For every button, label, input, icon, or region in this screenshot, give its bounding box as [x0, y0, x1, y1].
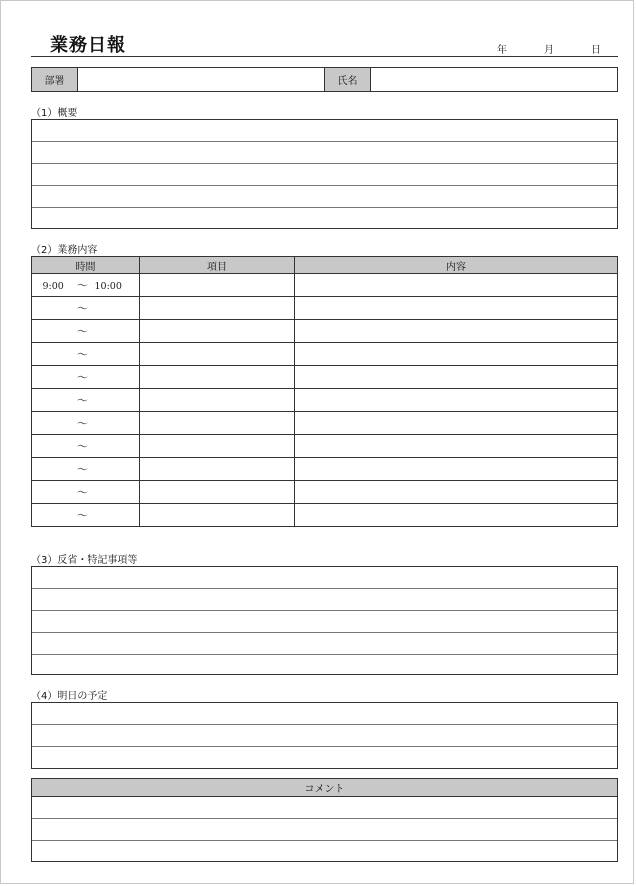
time-cell[interactable]: [32, 435, 140, 458]
content-cell[interactable]: [295, 481, 618, 504]
item-cell[interactable]: [140, 366, 295, 389]
content-column-header: 内容: [295, 257, 618, 274]
range-separator: ～: [77, 440, 88, 453]
comment-box: [31, 778, 618, 862]
range-separator: ～: [77, 348, 88, 361]
info-row: [31, 67, 618, 92]
item-cell[interactable]: [140, 435, 295, 458]
item-cell[interactable]: [140, 458, 295, 481]
time-cell[interactable]: [32, 458, 140, 481]
schedule-row: [32, 389, 618, 412]
name-field[interactable]: [371, 68, 617, 91]
item-cell[interactable]: [140, 320, 295, 343]
time-cell[interactable]: [32, 343, 140, 366]
content-cell[interactable]: [295, 343, 618, 366]
reflection-line[interactable]: [32, 655, 617, 674]
reflection-line[interactable]: [32, 611, 617, 633]
content-cell[interactable]: [295, 504, 618, 527]
content-cell[interactable]: [295, 274, 618, 297]
content-cell[interactable]: [295, 389, 618, 412]
schedule-row: [32, 435, 618, 458]
range-separator: ～: [77, 325, 88, 338]
name-label: 氏名: [325, 68, 371, 91]
reflection-box[interactable]: [31, 566, 618, 675]
tomorrow-line[interactable]: [32, 725, 617, 747]
reflection-line[interactable]: [32, 633, 617, 655]
schedule-row: [32, 320, 618, 343]
dept-label: 部署: [32, 68, 78, 91]
content-cell[interactable]: [295, 366, 618, 389]
start-time: 9:00: [42, 281, 64, 292]
time-cell[interactable]: [32, 366, 140, 389]
reflection-line[interactable]: [32, 589, 617, 611]
time-cell[interactable]: [32, 297, 140, 320]
item-cell[interactable]: [140, 412, 295, 435]
overview-box[interactable]: [31, 119, 618, 229]
range-separator: ～: [77, 394, 88, 407]
time-cell[interactable]: [32, 389, 140, 412]
time-column-header: 時間: [32, 257, 140, 274]
schedule-header-row: [32, 257, 618, 274]
content-cell[interactable]: [295, 297, 618, 320]
reflection-line[interactable]: [32, 567, 617, 589]
overview-line[interactable]: [32, 208, 617, 228]
year-label: 年: [497, 45, 507, 56]
range-separator: ～: [77, 371, 88, 384]
item-cell[interactable]: [140, 504, 295, 527]
item-column-header: 項目: [140, 257, 295, 274]
tomorrow-line[interactable]: [32, 703, 617, 725]
time-cell[interactable]: [32, 320, 140, 343]
range-separator: ～: [77, 509, 88, 522]
time-cell[interactable]: [32, 412, 140, 435]
tomorrow-heading: （4）明日の予定: [31, 691, 108, 702]
schedule-row: [32, 504, 618, 527]
item-cell[interactable]: [140, 343, 295, 366]
range-separator: ～: [77, 486, 88, 499]
item-cell[interactable]: [140, 389, 295, 412]
content-cell[interactable]: [295, 412, 618, 435]
overview-line[interactable]: [32, 164, 617, 186]
comment-line[interactable]: [32, 819, 617, 841]
range-separator: ～: [77, 302, 88, 315]
title-underline: [31, 56, 618, 57]
item-cell[interactable]: [140, 297, 295, 320]
schedule-row: [32, 343, 618, 366]
schedule-row: [32, 481, 618, 504]
tomorrow-line[interactable]: [32, 747, 617, 768]
time-cell[interactable]: [32, 274, 140, 297]
time-cell[interactable]: [32, 504, 140, 527]
day-label: 日: [591, 45, 601, 56]
end-time: 10:00: [94, 281, 122, 292]
content-cell[interactable]: [295, 458, 618, 481]
schedule-row: [32, 274, 618, 297]
schedule-row: [32, 297, 618, 320]
range-separator: ～: [77, 279, 88, 292]
overview-line[interactable]: [32, 186, 617, 208]
schedule-row: [32, 412, 618, 435]
overview-line[interactable]: [32, 142, 617, 164]
schedule-table: [31, 256, 618, 527]
tomorrow-box[interactable]: [31, 702, 618, 769]
range-separator: ～: [77, 417, 88, 430]
overview-line[interactable]: [32, 120, 617, 142]
schedule-row: [32, 366, 618, 389]
page-title: 業務日報: [50, 35, 126, 56]
work-heading: （2）業務内容: [31, 245, 98, 256]
comment-line[interactable]: [32, 841, 617, 861]
dept-field[interactable]: [78, 68, 325, 91]
comment-header: コメント: [32, 779, 617, 797]
reflection-heading: （3）反省・特記事項等: [31, 555, 138, 566]
overview-heading: （1）概要: [31, 108, 78, 119]
item-cell[interactable]: [140, 274, 295, 297]
schedule-row: [32, 458, 618, 481]
comment-line[interactable]: [32, 797, 617, 819]
time-cell[interactable]: [32, 481, 140, 504]
range-separator: ～: [77, 463, 88, 476]
month-label: 月: [544, 45, 554, 56]
item-cell[interactable]: [140, 481, 295, 504]
content-cell[interactable]: [295, 320, 618, 343]
content-cell[interactable]: [295, 435, 618, 458]
